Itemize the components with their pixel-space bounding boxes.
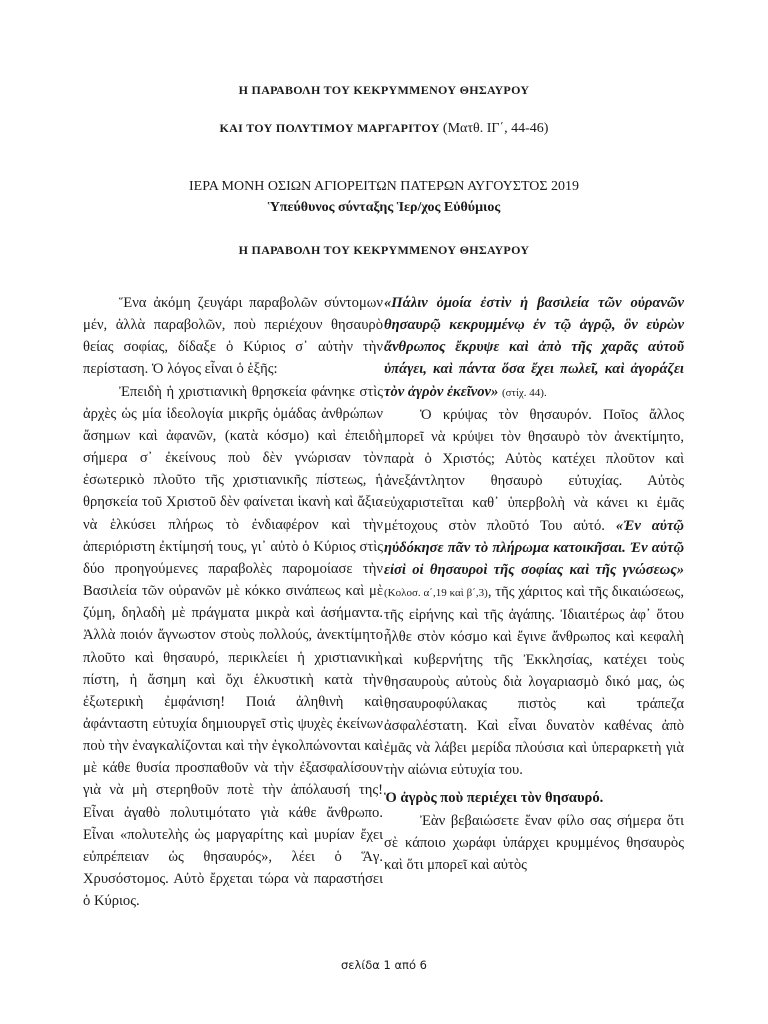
scripture-quote-2-ref: (Κολοσ. α΄,19 καὶ β΄,3) <box>384 587 488 600</box>
paragraph-main: Ἐπειδὴ ἡ χριστιανικὴ θρησκεία φάνηκε στὶς ἀρχὲς ὡς μία ἰδεολογία μικρῆς ὁμάδας ἀνθρώπων ἄσημων καὶ ἀφανῶν, (κατὰ κόσμο) καὶ ἐπειδὴ σήμερα σ᾽ ἐκείνους ποὺ δὲν γνώρισαν τὸν ἐσωτερικὸ πλοῦτο τῆς χριστιανικῆς πίστεως, ἡ θρησκεία τοῦ Χριστοῦ δὲν φαίνεται ἱκανὴ καὶ ἄξια νὰ ἑλκύσει πλήρως τὸ ἐνδιαφέρον καὶ τὴν ἀπεριόριστη ἐκτίμησή τους, γι᾽ αὐτὸ ὁ Κύριος στὶς δύο προηγούμενες παραβολὲς παρομοίασε τὴν Βασιλεία τῶν οὐρανῶν μὲ κόκκο σινάπεως καὶ μὲ ζύμη, δηλαδὴ μὲ πράγματα μικρὰ καὶ ἀσήμαντα. Ἀλλὰ ποιόν ἄγνωστον στοὺς πολλούς, ἀνεκτίμητο πλοῦτο καὶ θησαυρό, περικλείει ἡ χριστιανικὴ πίστη, ἡ ἄσημη καὶ ὄχι ἑλκυστικὴ κατὰ τὴν ἐξωτερικὴ ἐμφάνιση! Ποιά ἀληθινὴ καὶ ἀφάνταστη εὐτυχία δημιουργεῖ στὶς ψυχὲς ἐκείνων ποὺ τὴν ἐναγκαλίζονται καὶ τὴν ἐγκολπώνονται καὶ μὲ κάθε θυσία προσπαθοῦν νὰ τὴν ἐξασφαλίσουν γιὰ νὰ μὴ στερηθοῦν ποτὲ τὴν ἀπόλαυσή της! Εἶναι ἀγαθὸ πολυτιμότατο γιὰ κάθε ἄνθρωπο. Εἶναι «πολυτελὴς ὡς μαργαρίτης καὶ μυρίαν ἔχει εὐπρέπειαν ὡς θησαυρός», λέει ὁ Ἅγ. Χρυσόστομος. Αὐτὸ ἔρχεται τώρα νὰ παραστήσει ὁ Κύριος. <box>83 383 383 910</box>
monastery-line: ΙΕΡΑ ΜΟΝΗ ΟΣΙΩΝ ΑΓΙΟΡΕΙΤΩΝ ΠΑΤΕΡΩΝ ΑΥΓΟΥΣΤΟΣ 2019 <box>188 179 580 194</box>
page-title-line-2-text: ΚΑΙ ΤΟΥ ΠΟΛΥΤΙΜΟΥ ΜΑΡΓΑΡΙΤΟΥ <box>219 121 440 135</box>
paragraph-field: Ἐὰν βεβαιώσετε ἕναν φίλο σας σήμερα ὅτι σὲ κάποιο χωράφι ὑπάρχει κρυμμένος θησαυρὸς καὶ ὅτι μπορεῖ καὶ αὐτὸς <box>384 812 684 873</box>
page-title-line-2 <box>0 121 768 137</box>
section-title: Η ΠΑΡΑΒΟΛΗ ΤΟΥ ΚΕΚΡΥΜΜΕΝΟΥ ΘΗΣΑΥΡΟΥ <box>238 243 530 257</box>
paragraph-treasure-text-a: Ὁ κρύψας τὸν θησαυρόν. Ποῖος ἄλλος μπορεῖ νὰ κρύψει τὸν θησαυρὸ τὸν ἀνεκτίμητο, παρὰ ὁ Χριστός; Αὐτὸς κατέχει πλοῦτον καὶ ἀνεξάντλητον θησαυρὸ εὐτυχίας. Αὐτὸς εὐχαριστεῖται καθ᾽ ὑπερβολὴ νὰ κάνει κι ἐμᾶς μέτοχους στὸν πλοῦτό Του αὐτό. <box>384 406 684 534</box>
scripture-reference: (Ματθ. ΙΓ΄, 44-46) <box>442 121 549 136</box>
right-column <box>384 292 684 876</box>
page-number: σελίδα 1 από 6 <box>341 958 427 972</box>
editor-line: Ὑπεύθυνος σύνταξης Ἱερ/χος Εὐθύμιος <box>267 200 501 215</box>
paragraph-treasure <box>384 404 684 782</box>
paragraph-treasure-text-b: , τῆς χάριτος καὶ τῆς δικαιώσεως, τῆς εἰρήνης καὶ τῆς ἀγάπης. Ἰδιαιτέρως ἀφ᾽ ὅτου ἦλθε στὸν κόσμο καὶ ἔγινε ἄνθρωπος καὶ κεφαλὴ καὶ κυβερνήτης τῆς Ἐκκλησίας, κατέχει τοὺς θησαυροὺς αὐτοὺς διὰ λογαριασμὸ δικό μας, ὡς θησαυροφύλακας πιστὸς καὶ τράπεζα ἀσφαλέστατη. Καὶ εἶναι δυνατὸν καθένας ἀπὸ ἐμᾶς νὰ λάβει μερίδα πλούσια καὶ ὑπεραρκετὴ γιὰ τὴν αἰώνια εὐτυχία του. <box>384 584 684 779</box>
subheading: Ὁ ἀγρὸς ποὺ περιέχει τὸν θησαυρό. <box>384 790 604 807</box>
paragraph-intro: Ἕνα ἀκόμη ζευγάρι παραβολῶν σύντομων μέν, ἀλλὰ παραβολῶν, ποὺ περιέχουν θησαυρὸ θείας σοφίας, δίδαξε ὁ Κύριος σ᾽ αὐτὴν τὴν περίσταση. Ὁ λόγος εἶναι ὁ ἑξῆς: <box>83 295 383 378</box>
left-column <box>83 292 383 912</box>
page-title-line-1: Η ΠΑΡΑΒΟΛΗ ΤΟΥ ΚΕΚΡΥΜΜΕΝΟΥ ΘΗΣΑΥΡΟΥ <box>238 83 530 97</box>
scripture-quote-1-ref: (στίχ. 44). <box>501 386 547 399</box>
scripture-quote-2: «Ἐν αὐτῷ ηὐδόκησε πᾶν τὸ πλήρωμα κατοικῆσαι. Ἐν αὐτῷ εἰσὶ οἱ θησαυροὶ τῆς σοφίας καὶ τῆς γνώσεως» <box>384 517 684 578</box>
paragraph-quote <box>384 292 684 404</box>
scripture-quote-1: «Πάλιν ὁμοία ἐστὶν ἡ βασιλεία τῶν οὐρανῶν θησαυρῷ κεκρυμμένῳ ἐν τῷ ἀγρῷ, ὃν εὑρὼν ἄνθρωπος ἔκρυψε καὶ ἀπὸ τῆς χαρᾶς αὐτοῦ ὑπάγει, καὶ πάντα ὅσα ἔχει πωλεῖ, καὶ ἀγοράζει τὸν ἀγρὸν ἐκεῖνον» <box>384 295 684 400</box>
